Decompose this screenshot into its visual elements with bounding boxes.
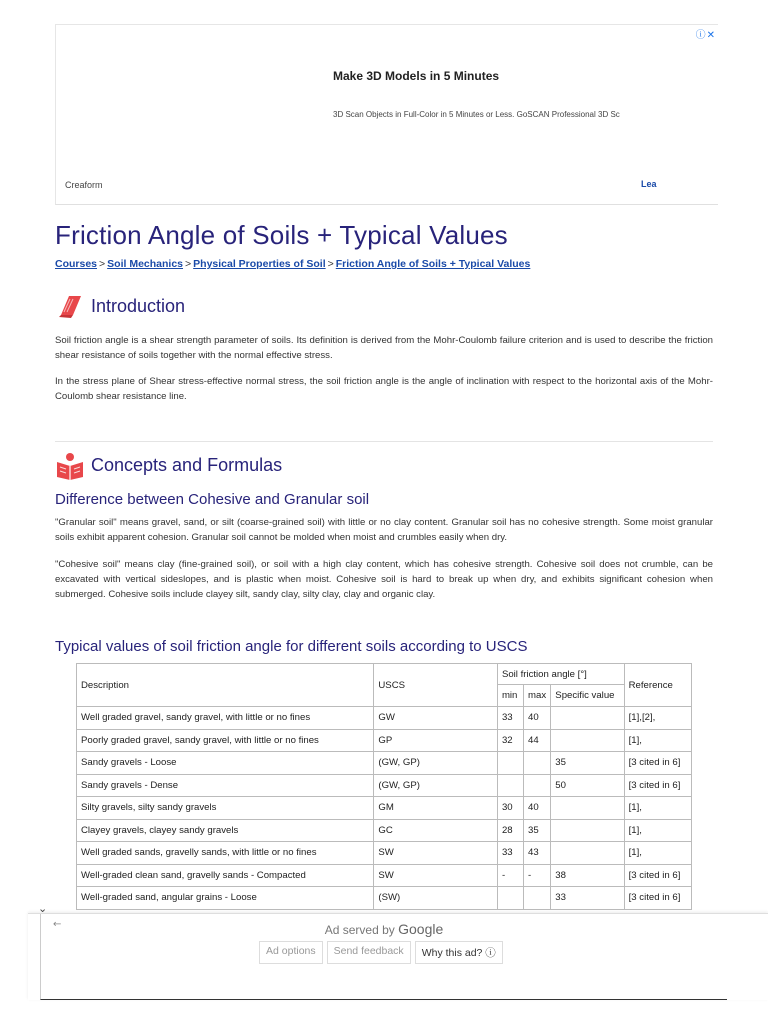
table-row xyxy=(77,797,692,820)
cell-max: 44 xyxy=(524,729,551,752)
table-row xyxy=(77,864,692,887)
cell-min: 28 xyxy=(497,819,523,842)
cell-specific: 35 xyxy=(551,752,624,775)
ad-description[interactable]: 3D Scan Objects in Full-Color in 5 Minutes or Less. GoSCAN Professional 3D Sc xyxy=(333,110,620,119)
table-row xyxy=(77,887,692,910)
send-feedback-button[interactable]: Send feedback xyxy=(327,941,411,964)
cell-uscs: GM xyxy=(374,797,498,820)
concepts-header xyxy=(55,450,282,480)
breadcrumb-separator: > xyxy=(327,258,334,270)
cell-max: 40 xyxy=(524,707,551,730)
table-row xyxy=(77,842,692,865)
cell-reference: [3 cited in 6] xyxy=(624,774,691,797)
cell-description: Poorly graded gravel, sandy gravel, with little or no fines xyxy=(77,729,374,752)
bottom-ad-frame xyxy=(40,914,727,1000)
reader-icon xyxy=(55,450,85,480)
collapse-ad-chevron-icon[interactable]: ⌄ xyxy=(38,902,48,915)
cell-reference: [1], xyxy=(624,729,691,752)
breadcrumb-separator: > xyxy=(99,258,106,270)
introduction-heading: Introduction xyxy=(91,295,186,316)
ad-learn-more-button[interactable]: Lea xyxy=(641,179,657,189)
table-row xyxy=(77,819,692,842)
cell-description: Silty gravels, silty sandy gravels xyxy=(77,797,374,820)
typical-values-heading: Typical values of soil friction angle for different soils according to USCS xyxy=(55,638,528,655)
cell-description: Well-graded sand, angular grains - Loose xyxy=(77,887,374,910)
page-title: Friction Angle of Soils + Typical Values xyxy=(55,220,508,250)
cell-specific: 38 xyxy=(551,864,624,887)
cell-min: - xyxy=(497,864,523,887)
table-body xyxy=(77,707,692,910)
cell-uscs: GP xyxy=(374,729,498,752)
cell-max: 35 xyxy=(524,819,551,842)
ad-title[interactable]: Make 3D Models in 5 Minutes xyxy=(333,69,500,83)
why-this-ad-button[interactable]: Why this ad? ⓘ xyxy=(415,941,503,964)
column-header-description: Description xyxy=(77,664,374,707)
cell-min: 33 xyxy=(497,707,523,730)
column-header-friction-angle: Soil friction angle [°] xyxy=(497,664,624,685)
table-row xyxy=(77,752,692,775)
cell-min: 33 xyxy=(497,842,523,865)
cohesive-granular-subheading: Difference between Cohesive and Granular soil xyxy=(55,491,370,508)
cell-max xyxy=(524,774,551,797)
cell-max xyxy=(524,887,551,910)
cell-uscs: SW xyxy=(374,842,498,865)
cell-uscs: SW xyxy=(374,864,498,887)
bottom-ad-bar xyxy=(28,902,768,1000)
book-icon xyxy=(55,291,85,321)
cell-description: Clayey gravels, clayey sandy gravels xyxy=(77,819,374,842)
concepts-heading: Concepts and Formulas xyxy=(91,454,283,475)
cell-uscs: (SW) xyxy=(374,887,498,910)
cell-specific xyxy=(551,729,624,752)
table-row xyxy=(77,707,692,730)
column-header-min: min xyxy=(497,685,523,707)
intro-paragraph-2: In the stress plane of Shear stress-effective normal stress, the soil friction angle is the angle of inclination with respect to the horizontal axis of the Mohr-Coulomb shear resistance line. xyxy=(55,376,713,402)
ad-choices-close-icon[interactable]: ⓘ✕ xyxy=(695,30,716,41)
breadcrumb-soil-mechanics[interactable]: Soil Mechanics xyxy=(107,258,184,270)
breadcrumb xyxy=(55,258,530,270)
cell-uscs: GW xyxy=(374,707,498,730)
column-header-specific: Specific value xyxy=(551,685,624,707)
cell-description: Well graded sands, gravelly sands, with little or no fines xyxy=(77,842,374,865)
breadcrumb-courses[interactable]: Courses xyxy=(55,258,98,270)
section-divider xyxy=(55,441,713,442)
friction-angle-table xyxy=(76,663,692,910)
ad-options-button[interactable]: Ad options xyxy=(259,941,323,964)
cell-description: Sandy gravels - Loose xyxy=(77,752,374,775)
cell-max: 43 xyxy=(524,842,551,865)
cell-reference: [3 cited in 6] xyxy=(624,864,691,887)
cell-description: Well-graded clean sand, gravelly sands - Compacted xyxy=(77,864,374,887)
top-ad-banner[interactable] xyxy=(55,24,718,205)
cell-min xyxy=(497,774,523,797)
breadcrumb-current-page[interactable]: Friction Angle of Soils + Typical Values xyxy=(335,258,531,270)
google-logo: Google xyxy=(398,921,444,937)
ad-feedback-buttons xyxy=(259,941,503,964)
column-header-max: max xyxy=(524,685,551,707)
column-header-uscs: USCS xyxy=(374,664,498,707)
cell-max: 40 xyxy=(524,797,551,820)
cell-reference: [1], xyxy=(624,842,691,865)
column-header-reference: Reference xyxy=(624,664,691,707)
cell-max xyxy=(524,752,551,775)
cell-description: Sandy gravels - Dense xyxy=(77,774,374,797)
granular-soil-paragraph: "Granular soil" means gravel, sand, or silt (coarse-grained soil) with little or no clay content. Granular soil has no cohesive strength. Some moist granular soils exhibit apparent cohesion. Granular soil cannot be molded when moist and crumbles easily when dry. xyxy=(55,517,713,543)
cell-reference: [3 cited in 6] xyxy=(624,752,691,775)
cell-specific: 50 xyxy=(551,774,624,797)
intro-paragraph-1: Soil friction angle is a shear strength parameter of soils. Its definition is derived from the Mohr-Coulomb failure criterion and is used to describe the friction shear resistance of soils together with the normal effective stress. xyxy=(55,335,713,361)
breadcrumb-separator: > xyxy=(185,258,192,270)
cell-reference: [1], xyxy=(624,797,691,820)
cell-specific xyxy=(551,797,624,820)
cell-min xyxy=(497,752,523,775)
cell-uscs: GC xyxy=(374,819,498,842)
ad-brand[interactable]: Creaform xyxy=(65,180,103,190)
ad-served-label: Ad served by xyxy=(324,923,395,937)
table-row xyxy=(77,729,692,752)
cell-reference: [3 cited in 6] xyxy=(624,887,691,910)
table-row xyxy=(77,774,692,797)
cell-specific: 33 xyxy=(551,887,624,910)
cell-min xyxy=(497,887,523,910)
cell-description: Well graded gravel, sandy gravel, with little or no fines xyxy=(77,707,374,730)
breadcrumb-physical-properties[interactable]: Physical Properties of Soil xyxy=(193,258,326,270)
cohesive-soil-paragraph: "Cohesive soil" means clay (fine-grained soil), or soil with a high clay content, which has cohesive strength. Cohesive soil does not crumble, can be excavated with vertical sideslopes, and is plastic when moist. Cohesive soil is hard to break up when dry, and exhibits significant cohesion when submerged. Cohesive soils include clayey silt, sandy clay, silty clay, clay and organic clay. xyxy=(55,559,713,600)
ad-served-by xyxy=(41,921,727,937)
back-arrow-icon[interactable]: ← xyxy=(53,919,62,930)
cell-reference: [1],[2], xyxy=(624,707,691,730)
cell-specific xyxy=(551,819,624,842)
introduction-header xyxy=(55,291,185,321)
cell-specific xyxy=(551,707,624,730)
cell-specific xyxy=(551,842,624,865)
cell-uscs: (GW, GP) xyxy=(374,752,498,775)
cell-min: 32 xyxy=(497,729,523,752)
cell-max: - xyxy=(524,864,551,887)
cell-reference: [1], xyxy=(624,819,691,842)
cell-uscs: (GW, GP) xyxy=(374,774,498,797)
cell-min: 30 xyxy=(497,797,523,820)
